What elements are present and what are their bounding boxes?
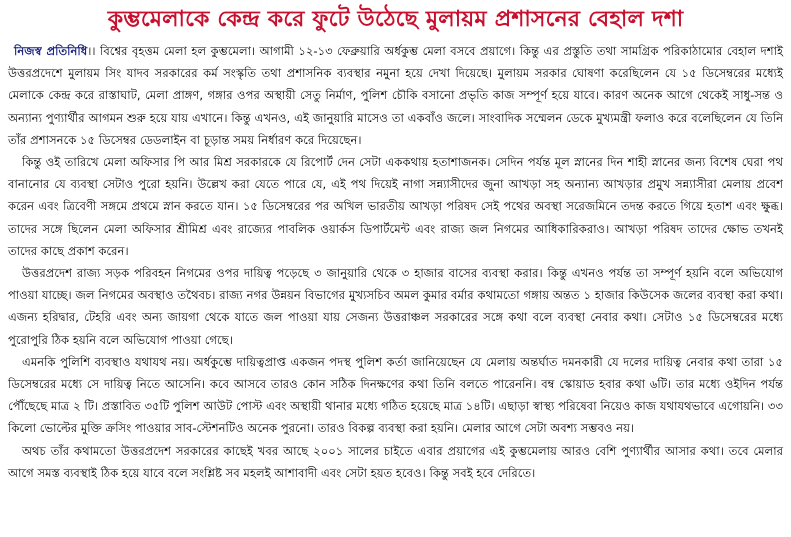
paragraph-3: উত্তরপ্রদেশ রাজ্য সড়ক পরিবহন নিগমের ওপর দায়িত্ব পড়েছে ৩ জানুয়ারি থেকে ৩ হাজার বাসের ব্যবস্থা করার। কিন্তু এখনও পর্যন্ত তা সম্পূর্ণ হয়নি বলে অভিযোগ পাওয়া যাচ্ছে। জল নিগমের অবস্থাও তথৈবচ। রাজ্য নগর উন্নয়ন বিভাগের মুখ্যসচিব অমল কুমার বর্মার কথামতো গঙ্গায় অন্তত ১ হাজার কিউসেক জলের ব্যবস্থা করা কথা। এজন্য হরিদ্বার, টেহরি এবং অন্য জায়গা থেকে যাতে জল পাওয়া যায় সেজন্য উত্তরাঞ্চল সরকারের সঙ্গে কথা বলে ব্যবস্থা নেবার কথা। সেটাও ১৫ ডিসেম্বরের মধ্যে পুরোপুরি ঠিক হয়নি বলে অভিযোগ পাওয়া গেছে। [8, 266, 783, 347]
paragraph-5: অথচ তাঁর কথামতো উত্তরপ্রদেশ সরকারের কাছেই খবর আছে ২০০১ সালের চাইতে এবার প্রয়াগের এই কুম্ভমেলায় আরও বেশি পুণ্যার্থীর আসার কথা। তবে মেলার আগে সমস্ত ব্যবস্থাই ঠিক হয়ে যাবে বলে সংশ্লিষ্ট সব মহলই আশাবাদী এবং সেটা হয়ত হবেও। কিন্তু সবই হবে দেরিতে। [8, 443, 783, 480]
byline: নিজস্ব প্রতিনিধি [14, 44, 88, 58]
article-body [8, 40, 783, 484]
headline: কুম্ভমেলাকে কেন্দ্র করে ফুটে উঠেছে মুলায়ম প্রশাসনের বেহাল দশা [107, 7, 684, 32]
paragraph-2: কিন্তু ওই তারিখে মেলা অফিসার পি আর মিশ্র সরকারকে যে রিপোর্ট দেন সেটা এককথায় হতাশাজনক। সেদিন পর্যন্ত মূল স্নানের দিন শাহী স্নানের জন্য বিশেষ ঘেরা পথ বানানোর যে ব্যবস্থা সেটাও পুরো হয়নি। উল্লেখ করা যেতে পারে যে, এই পথ দিয়েই নাগা সন্ন্যাসীদের জুনা আখড়া সহ অন্যান্য আখড়ার প্রমুখ সন্ন্যাসীরা মেলায় প্রবেশ করেন এবং ত্রিবেণী সঙ্গমে প্রথমে স্নান করতে যান। ১৫ ডিসেম্বরের পর অখিল ভারতীয় আখড়া পরিষদ সেই পথের অবস্থা সরেজমিনে তদন্ত করতে গিয়ে হতাশ এবং ক্ষুব্ধ। তাদের সঙ্গে ছিলেন মেলা অফিসার শ্রীমিশ্র এবং রাজ্যের পাবলিক ওয়ার্কস ডিপার্টমেন্ট এবং রাজ্য জল নিগমের আধিকারিকরাও। আখড়া পরিষদ তাদের ক্ষোভ তখনই তাদের কাছে প্রকাশ করেন। [8, 155, 783, 258]
paragraph-1 [8, 40, 783, 151]
paragraph-1-text: ।। বিশ্বের বৃহত্তম মেলা হল কুম্ভমেলা। আগামী ১২-১৩ ফেব্রুয়ারি অর্ধকুম্ভ মেলা বসবে প্রয়াগে। কিন্তু এর প্রস্তুতি তথা সামগ্রিক পরিকাঠামোর বেহাল দশাই উত্তরপ্রদেশে মুলায়ম সিং যাদব সরকারের কর্ম সংস্কৃতি তথা প্রশাসনিক ব্যবস্থার নমুনা হয়ে দেখা দিয়েছে। মুলায়ম সরকার ঘোষণা করেছিলেন যে ১৫ ডিসেম্বরের মধ্যেই মেলাকে কেন্দ্র করে রাস্তাঘাট, মেলা প্রাঙ্গণ, গঙ্গার ওপর অস্থায়ী সেতু নির্মাণ, পুলিশ চৌকি বসানো প্রভৃতি কাজ সম্পূর্ণ হয়ে যাবে। কারণ অনেক আগে থেকেই সাধু-সন্ত ও অন্যান্য পুণ্যার্থীর আগমন শুরু হয়ে যায় এখানে। কিন্তু এখনও, এই জানুয়ারি মাসেও তা একবাঁও জলে। সাংবাদিক সম্মেলন ডেকে মুখ্যমন্ত্রী ফলাও করে বলেছিলেন যে তিনি তাঁর প্রশাসনকে ১৫ ডিসেম্বর ডেডলাইন বা চূড়ান্ত সময় নির্ধারণ করে দিয়েছেন। [8, 44, 783, 147]
paragraph-4: এমনকি পুলিশি ব্যবস্থাও যথাযথ নয়। অর্ধকুম্ভে দায়িত্বপ্রাপ্ত একজন পদস্থ পুলিশ কর্তা জানিয়েছেন যে মেলায় অন্তর্ঘাত দমনকারী যে দলের দায়িত্ব নেবার কথা তারা ১৫ ডিসেম্বরের মধ্যে সে দায়িত্ব নিতে আসেনি। কবে আসবে তারও কোন সঠিক দিনক্ষণের কথা তিনি বলতে পারেননি। বম্ব স্কোয়াড হবার কথা ৬টি। তার মধ্যে ওইদিন পর্যন্ত পৌঁছেছে মাত্র ২ টি। প্রস্তাবিত ৩৫টি পুলিশ আউট পোস্ট এবং অস্থায়ী থানার মধ্যে গঠিত হয়েছে মাত্র ১৪টি। এছাড়া স্বাস্থ্য পরিষেবা নিয়েও কাজ যথাযথভাবে এগোয়নি। ৩৩ কিলো ভোল্টের মুক্তি ক্রসিং পাওয়ার সাব-স্টেশনটিও অনেক পুরনো। তারও বিকল্প ব্যবস্থা করা হয়নি। মেলার আগে সেটা অবশ্য সম্ভবও নয়। [8, 354, 784, 436]
